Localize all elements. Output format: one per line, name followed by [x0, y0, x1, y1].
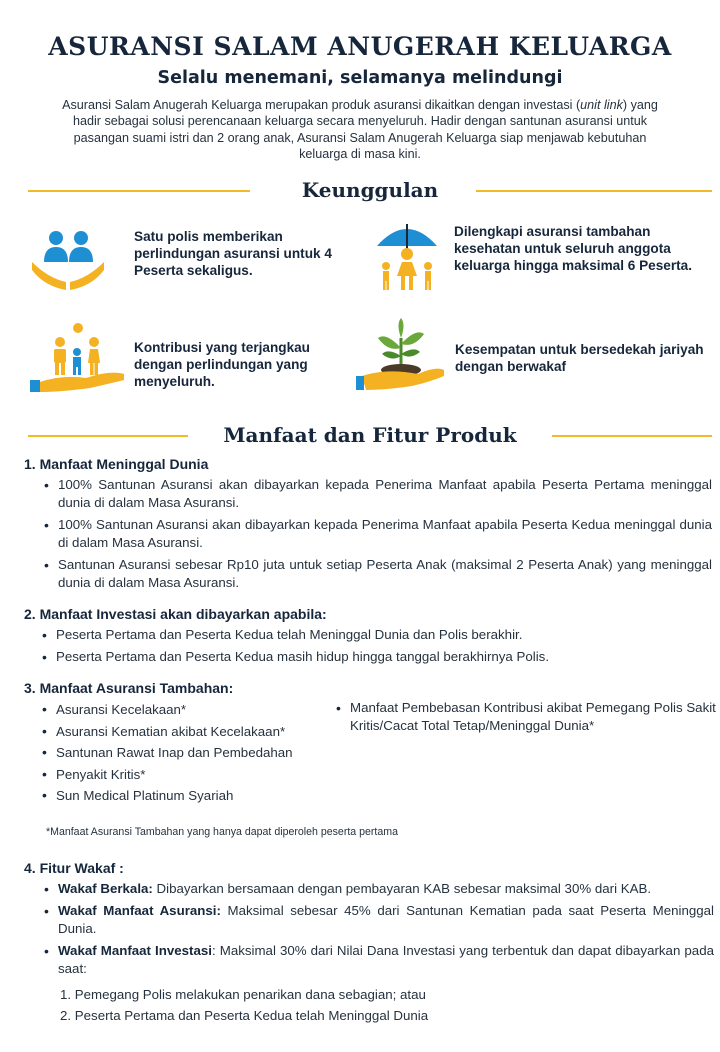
- advantage-4: Kesempatan untuk bersedekah jariyah dengan berwakaf: [455, 342, 704, 374]
- page-title: ASURANSI SALAM ANUGERAH KELUARGA: [48, 32, 672, 61]
- divider-right: [552, 435, 712, 437]
- plant-hand-icon: [356, 318, 446, 392]
- list-item: • Penyakit Kritis*: [42, 764, 342, 786]
- section-3-left-list: [42, 699, 342, 807]
- page-subtitle: Selalu menemani, selamanya melindungi: [157, 68, 563, 88]
- keunggulan-header: [28, 178, 712, 202]
- intro-paragraph: [48, 97, 672, 162]
- umbrella-family-icon: [374, 218, 440, 294]
- manfaat-heading: Manfaat dan Fitur Produk: [223, 423, 517, 447]
- list-item: [44, 942, 714, 978]
- advantage-3: Kontribusi yang terjangkau dengan perlindungan yang menyeluruh.: [134, 340, 310, 389]
- wakaf-label: Wakaf Manfaat Investasi: [58, 943, 212, 958]
- section-3-right-list: [336, 699, 716, 735]
- section-1-list: [44, 476, 712, 592]
- section-3-title: 3. Manfaat Asuransi Tambahan:: [24, 680, 234, 696]
- section-4-sublist: [60, 984, 700, 1026]
- section-2-list: [42, 626, 710, 666]
- list-item: 1. Pemegang Polis melakukan penarikan dana sebagian; atau: [60, 987, 426, 1002]
- family-hand-icon: [30, 322, 126, 394]
- list-item: • Asuransi Kematian akibat Kecelakaan*: [42, 721, 342, 743]
- footnote: *Manfaat Asuransi Tambahan yang hanya dapat diperoleh peserta pertama: [46, 826, 398, 838]
- list-item: • Asuransi Kecelakaan*: [42, 699, 342, 721]
- intro-emphasis: unit link: [580, 98, 623, 112]
- wakaf-label: Wakaf Berkala:: [58, 881, 153, 896]
- advantage-2: Dilengkapi asuransi tambahan kesehatan untuk seluruh anggota keluarga hingga maksimal 6 Peserta.: [454, 224, 693, 273]
- section-4-title: 4. Fitur Wakaf :: [24, 860, 124, 876]
- section-4-list: [44, 880, 714, 978]
- list-item: • Peserta Pertama dan Peserta Kedua masih hidup hingga tanggal berakhirnya Polis.: [42, 648, 710, 666]
- section-1-title: 1. Manfaat Meninggal Dunia: [24, 456, 209, 472]
- list-item: [44, 880, 714, 898]
- list-item: • 100% Santunan Asuransi akan dibayarkan kepada Penerima Manfaat apabila Peserta Pertama meninggal dunia di dalam Masa Asuransi.: [44, 476, 712, 512]
- list-item: [44, 902, 714, 938]
- wakaf-text: : Maksimal 30% dari Nilai Dana Investasi yang terbentuk dan dapat dibayarkan pada saat:: [58, 943, 714, 976]
- wakaf-label: Wakaf Manfaat Asuransi:: [58, 903, 221, 918]
- list-item: • 100% Santunan Asuransi akan dibayarkan kepada Penerima Manfaat apabila Peserta Kedua meninggal dunia di dalam Masa Asuransi.: [44, 516, 712, 552]
- divider-right: [476, 190, 712, 192]
- section-2-title: 2. Manfaat Investasi akan dibayarkan apabila:: [24, 606, 327, 622]
- intro-text-1: Asuransi Salam Anugerah Keluarga merupakan produk asuransi dikaitkan dengan investasi (: [62, 98, 581, 112]
- keunggulan-heading: Keunggulan: [301, 178, 439, 202]
- list-item: • Manfaat Pembebasan Kontribusi akibat Pemegang Polis Sakit Kritis/Cacat Total Tetap/Meninggal Dunia*: [336, 699, 716, 735]
- list-item: • Sun Medical Platinum Syariah: [42, 785, 342, 807]
- list-item: • Santunan Asuransi sebesar Rp10 juta untuk setiap Peserta Anak (maksimal 2 Peserta Anak) yang meninggal dunia di dalam Masa Asuransi.: [44, 556, 712, 592]
- wakaf-text: Dibayarkan bersamaan dengan pembayaran KAB sebesar maksimal 30% dari KAB.: [152, 881, 652, 896]
- list-item: 2. Peserta Pertama dan Peserta Kedua telah Meninggal Dunia: [60, 1008, 429, 1023]
- family-hands-icon: [30, 226, 106, 292]
- manfaat-header: [28, 423, 712, 447]
- wakaf-text: Maksimal sebesar 45% dari Santunan Kematian pada saat Peserta Meninggal Dunia.: [58, 903, 714, 936]
- advantage-1: Satu polis memberikan perlindungan asuransi untuk 4 Peserta sekaligus.: [134, 229, 332, 278]
- list-item: • Peserta Pertama dan Peserta Kedua telah Meninggal Dunia dan Polis berakhir.: [42, 626, 710, 644]
- intro-text-2: ) yang hadir sebagai solusi perencanaan keluarga secara menyeluruh. Hadir dengan santunan asuransi untuk pasangan suami istri dan 2 orang anak, Asuransi Salam Anugerah Keluarga siap menjawab kebutuhan keluarga di masa kini.: [72, 98, 658, 161]
- list-item: • Santunan Rawat Inap dan Pembedahan: [42, 742, 342, 764]
